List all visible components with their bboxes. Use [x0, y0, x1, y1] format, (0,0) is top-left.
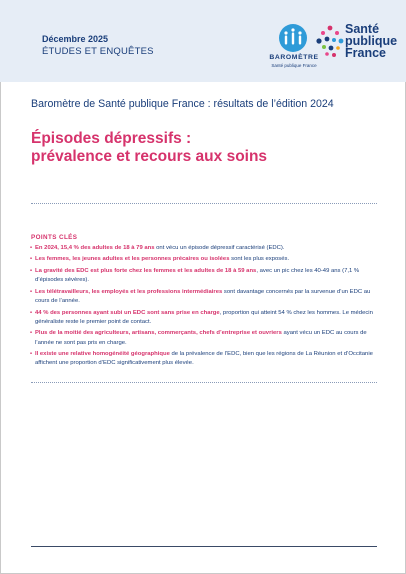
spf-logo-icon [316, 24, 344, 58]
subtitle: Baromètre de Santé publique France : résultats de l’édition 2024 [31, 98, 334, 110]
spf-logo-text [345, 23, 397, 59]
point-highlight: Il existe une relative homogénéité géographique [35, 351, 170, 358]
list-item [31, 309, 379, 328]
point-highlight: En 2024, 15,4 % des adultes de 18 à 79 ans [35, 245, 155, 251]
spf-logo-line1: Santé [345, 22, 380, 36]
list-item [31, 350, 379, 369]
point-highlight: Plus de la moitié des agriculteurs, artisans, commerçants, chefs d’entreprise et ouvriers [35, 330, 282, 337]
bullet-icon: • [30, 330, 33, 337]
points-cles-list [31, 244, 379, 371]
title-line-1: Épisodes dépressifs : [31, 130, 192, 147]
page-title [31, 130, 267, 166]
point-text: , avec un pic chez les 40-49 ans (7,1 % d’épisodes sévères). [35, 267, 360, 284]
divider-bottom [31, 382, 377, 383]
spf-logo-line3: France [345, 46, 386, 60]
bullet-icon: • [30, 288, 33, 295]
list-item [31, 255, 379, 264]
title-line-2: prévalence et recours aux soins [31, 148, 268, 165]
bullet-icon: • [30, 267, 33, 274]
header-band [0, 0, 406, 82]
point-text: sont les plus exposés. [229, 256, 290, 263]
point-text: , proportion qui atteint 54 % chez les hommes. Le médecin généraliste reste le premier point de contact. [35, 309, 373, 325]
bullet-icon: • [30, 256, 33, 263]
list-item [31, 267, 379, 286]
point-text: sont davantage concernés par la survenue d’un EDC au cours de l’année. [35, 288, 371, 305]
point-text: ayant vécu un EDC au cours de l’année ne sont pas pris en charge. [35, 330, 367, 346]
bullet-icon: • [30, 245, 33, 251]
list-item [31, 288, 379, 307]
divider-top [31, 203, 377, 204]
point-text: ont vécu un épisode dépressif caractérisé (EDC). [154, 245, 285, 251]
points-cles-heading: POINTS CLÉS [31, 234, 78, 241]
list-item [31, 329, 379, 348]
bullet-icon: • [30, 309, 33, 316]
footer-rule [31, 546, 377, 547]
point-highlight: La gravité des EDC est plus forte chez les femmes et les adultes de 18 à 59 ans [35, 267, 257, 274]
point-text: de la prévalence de l’EDC, bien que les régions de La Réunion et d’Occitanie affichent une proportion d’EDC significativement plus élevée. [35, 351, 373, 367]
point-highlight: Les femmes, les jeunes adultes et les personnes précaires ou isolées [35, 256, 230, 263]
spf-logo-line2: publique [345, 34, 398, 48]
barometre-word: BAROMÈTRE [269, 54, 319, 61]
barometre-sub: Santé publique France [271, 63, 317, 68]
point-highlight: Les télétravailleurs, les employés et les professions intermédiaires [35, 288, 223, 295]
list-item [31, 244, 379, 253]
issue-date: Décembre 2025 [42, 34, 109, 44]
issue-type: ÉTUDES ET ENQUÊTES [42, 46, 154, 57]
bullet-icon: • [30, 351, 33, 358]
point-highlight: 44 % des personnes ayant subi un EDC sont sans prise en charge [35, 309, 220, 316]
